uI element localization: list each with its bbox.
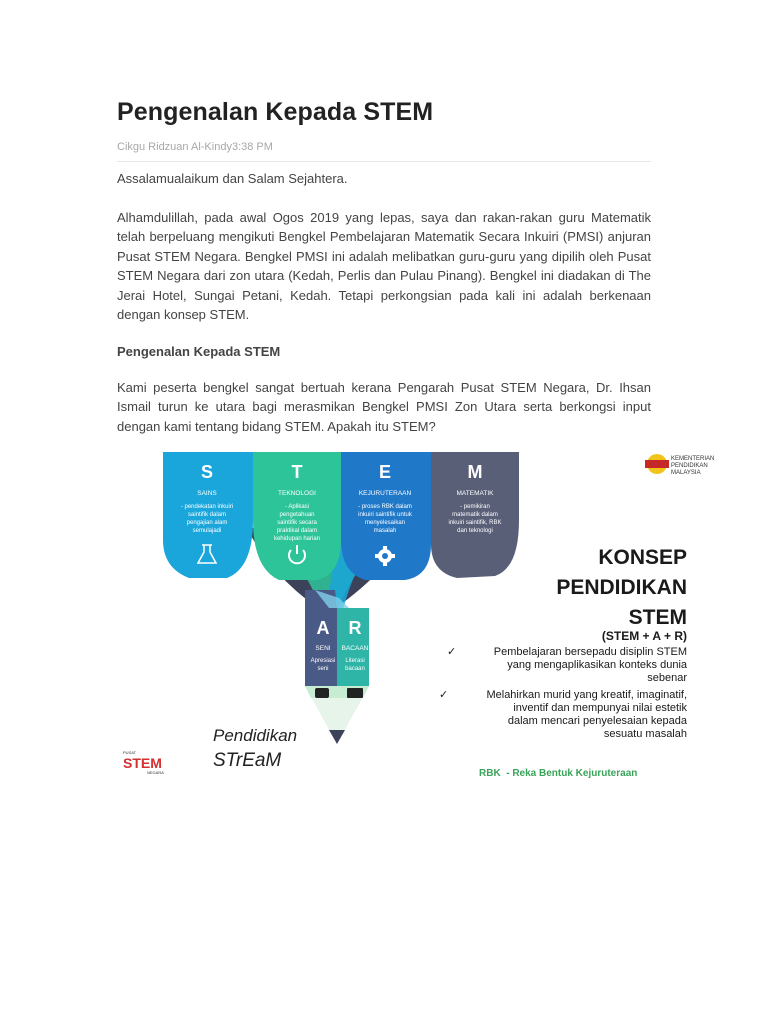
post-author[interactable]: Cikgu Ridzuan Al-Kindy (117, 141, 232, 153)
letter-s: S (200, 462, 214, 482)
stream-label-2: STrEaM (213, 750, 282, 771)
desc-t-5: kehidupan harian (273, 536, 321, 542)
desc-m-3: inkuiri saintifik, RBK (448, 520, 502, 526)
ministry-crest-icon (645, 454, 669, 474)
desc-m-2: matematik dalam (452, 512, 498, 518)
ministry-line-2: PENDIDIKAN (671, 463, 708, 469)
konsep-line-1: KONSEP (598, 546, 687, 569)
desc-r-2: bacaan (345, 666, 365, 672)
desc-t-4: praktikal dalam (276, 528, 318, 534)
name-sains: SAINS (197, 490, 217, 497)
konsep-line-2: PENDIDIKAN (556, 576, 687, 599)
blog-post (117, 98, 651, 436)
desc-m-4: dan teknologi (457, 528, 493, 534)
konsep-line-3: STEM (628, 606, 687, 629)
name-bacaan: BACAAN (341, 645, 369, 652)
desc-t-3: saintifik secara (277, 520, 317, 526)
letter-a: A (316, 618, 330, 638)
desc-s-2: saintifik dalam (187, 512, 227, 518)
desc-e-1: - proses RBK dalam (358, 504, 412, 510)
name-matematik: MATEMATIK (456, 490, 494, 497)
desc-t-2: pengetahuan (279, 512, 315, 518)
desc-s-1: - pendekatan inkuiri (180, 504, 234, 510)
konsep-formula: (STEM + A + R) (601, 629, 687, 643)
desc-t-1: - Aplikasi (284, 504, 310, 510)
intro-paragraph: Alhamdulillah, pada awal Ogos 2019 yang lepas, saya dan rakan-rakan guru Matematik telah berpeluang mengikuti Bengkel Pembelajaran Matematik Secara Inkuiri (PMSI) anjuran Pusat STEM Negara. Bengkel PMSI ini adalah melibatkan guru-guru yang dipilih oleh Pusat STEM Negara dari zon utara (Kedah, Perlis dan Pulau Pinang). Bengkel ini diadakan di The Jerai Hotel, Sungai Petani, Kedah. Tetapi perkongsian pada kali ini adalah berkenaan dengan konsep STEM. (117, 209, 651, 322)
section-paragraph: Kami peserta bengkel sangat bertuah kerana Pengarah Pusat STEM Negara, Dr. Ihsan Ismail turun ke utara bagi merasmikan Bengkel PMSI Zon Utara serta berkongsi input dengan kami tentang bidang STEM. Apakah itu STEM? (117, 379, 651, 434)
rbk-note: RBK - Reka Bentuk Kejuruteraan (479, 768, 638, 779)
post-meta (117, 141, 651, 162)
letter-t: T (291, 462, 303, 482)
desc-s-3: pengajian alam (186, 520, 228, 526)
letter-e: E (378, 462, 392, 482)
bullet2-line-1: Melahirkan murid yang kreatif, imaginatif, (486, 689, 687, 701)
infographic-svg (117, 448, 735, 790)
check-icon: ✓ (447, 646, 457, 658)
bullet1-line-1: Pembelajaran bersepadu disiplin STEM (493, 646, 687, 658)
name-kejuruteraan: KEJURUTERAAN (358, 490, 412, 497)
book-icon (347, 688, 363, 698)
desc-e-2: inkuiri saintifik untuk (358, 512, 412, 518)
stem-infographic (117, 448, 735, 790)
pusat-logo-main: STEM (123, 755, 162, 771)
desc-m-1: - pemikiran (460, 504, 490, 510)
greeting-paragraph: Assalamualaikum dan Salam Sejahtera. (117, 171, 348, 186)
letter-m: M (467, 462, 483, 482)
bullet2-line-2: inventif dan mempunyai nilai estetik (513, 702, 687, 714)
letter-r: R (348, 618, 362, 638)
bullet1-line-2: yang mengaplikasikan konteks dunia (507, 659, 687, 671)
check-icon-2: ✓ (439, 689, 449, 701)
ministry-line-3: MALAYSIA (671, 470, 701, 476)
name-seni: SENI (315, 645, 331, 652)
ministry-line-1: KEMENTERIAN (671, 456, 715, 462)
desc-e-4: masalah (373, 528, 397, 534)
name-teknologi: TEKNOLOGI (278, 490, 316, 497)
bullet2-line-3: dalam mencari penyelesaian kepada (507, 715, 687, 727)
post-time: 3:38 PM (231, 141, 273, 153)
stream-label-1: Pendidikan (213, 726, 298, 745)
desc-s-4: semulajadi (192, 528, 222, 534)
desc-a-2: seni (317, 666, 329, 672)
bullet2-line-4: sesuatu masalah (603, 728, 687, 740)
camera-icon (315, 688, 329, 698)
desc-e-3: menyelesaikan (364, 520, 406, 526)
bullet1-line-3: sebenar (647, 672, 687, 684)
pusat-logo-bottom: NEGARA (147, 770, 164, 775)
post-body (117, 169, 651, 436)
desc-r-1: Literasi (345, 658, 365, 664)
section-heading: Pengenalan Kepada STEM (117, 343, 281, 359)
post-title[interactable]: Pengenalan Kepada STEM (117, 98, 434, 126)
pusat-logo-top: PUSAT (123, 750, 137, 755)
desc-a-1: Apresiasi (310, 658, 336, 664)
